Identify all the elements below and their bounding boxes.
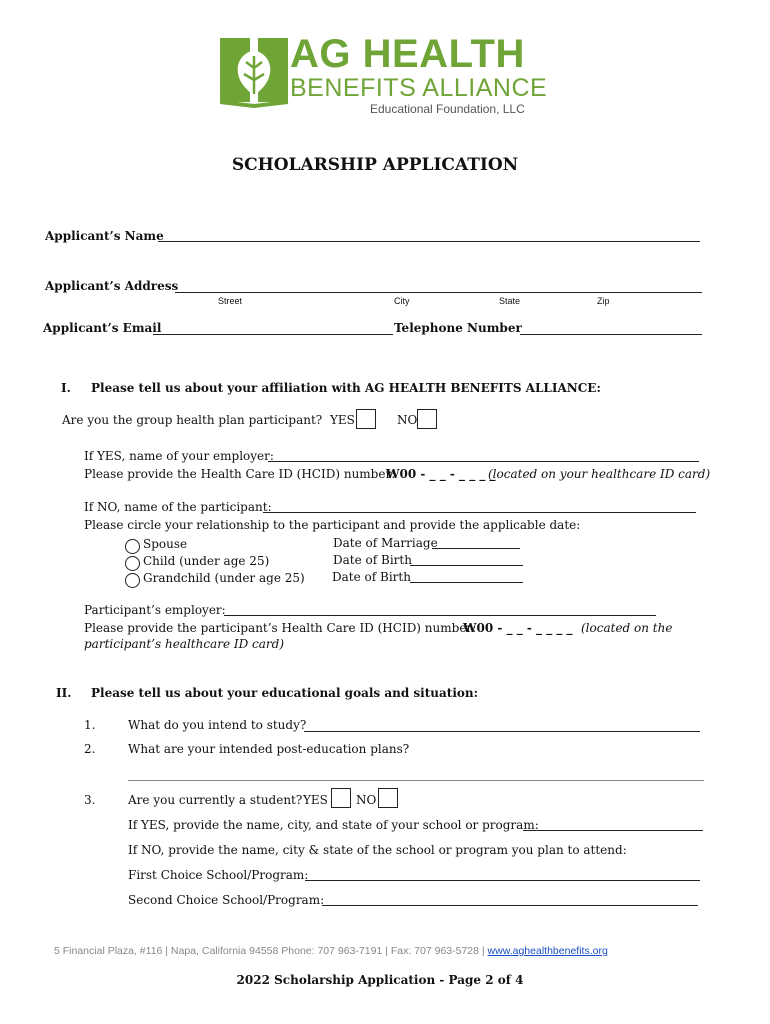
section2-numeral: II. <box>56 686 72 700</box>
section1-heading: Please tell us about your affiliation with AG HEALTH BENEFITS ALLIANCE: <box>91 381 601 395</box>
if-yes-school-label: If YES, provide the name, city, and state of your school or program: <box>128 818 539 832</box>
circle-relationship-prompt: Please circle your relationship to the participant and provide the applicable date: <box>84 518 581 532</box>
section2-heading: Please tell us about your educational goals and situation: <box>91 686 479 700</box>
participant-no-label: NO <box>397 413 418 427</box>
spouse-label: Spouse <box>143 537 188 551</box>
page-title: SCHOLARSHIP APPLICATION <box>231 155 519 175</box>
if-yes-employer-label: If YES, name of your employer: <box>84 449 274 463</box>
hcid-prompt: Please provide the Health Care ID (HCID) number: <box>84 467 396 481</box>
post-education-plans-field[interactable] <box>128 780 704 781</box>
applicant-address-field[interactable] <box>175 292 702 293</box>
student-no-label: NO <box>356 793 377 807</box>
q2-number: 2. <box>84 742 96 756</box>
logo <box>218 32 548 118</box>
student-yes-checkbox[interactable] <box>331 788 351 808</box>
participant-hcid-value[interactable]: W00 - _ _ - _ _ _ _ <box>463 621 573 635</box>
participant-employer-label: Participant’s employer: <box>84 603 226 617</box>
section1-numeral: I. <box>61 381 71 395</box>
date-of-marriage-field[interactable] <box>432 548 520 549</box>
grandchild-radio[interactable] <box>125 573 140 588</box>
student-yes-label: YES <box>303 793 328 807</box>
grandchild-dob-field[interactable] <box>410 582 523 583</box>
second-choice-field[interactable] <box>322 905 698 906</box>
applicant-email-label: Applicant’s Email <box>43 321 162 335</box>
participant-yes-checkbox[interactable] <box>356 409 376 429</box>
address-zip-label: Zip <box>597 296 610 306</box>
logo-line1: AG HEALTH <box>290 32 525 76</box>
participant-employer-field[interactable] <box>224 615 656 616</box>
student-no-checkbox[interactable] <box>378 788 398 808</box>
first-choice-field[interactable] <box>305 880 700 881</box>
logo-book-leaf-icon <box>218 36 290 108</box>
telephone-label: Telephone Number <box>394 321 522 335</box>
q1-number: 1. <box>84 718 96 732</box>
q1-label: What do you intend to study? <box>128 718 307 732</box>
address-city-label: City <box>394 296 410 306</box>
first-choice-label: First Choice School/Program: <box>128 868 309 882</box>
child-dob-field[interactable] <box>410 565 523 566</box>
participant-name-field[interactable] <box>263 512 696 513</box>
date-of-marriage-label: Date of Marriage <box>333 536 438 550</box>
footer-website-link[interactable]: www.aghealthbenefits.org <box>487 945 608 957</box>
participant-question: Are you the group health plan participant? <box>62 413 323 427</box>
applicant-name-field[interactable] <box>158 241 700 242</box>
logo-line2: BENEFITS ALLIANCE <box>290 74 548 102</box>
participant-hcid-note1: (located on the <box>581 621 673 635</box>
child-radio[interactable] <box>125 556 140 571</box>
applicant-address-label: Applicant’s Address <box>45 279 179 293</box>
footer-contact <box>54 945 608 957</box>
grandchild-label: Grandchild (under age 25) <box>143 571 305 585</box>
q3-number: 3. <box>84 793 96 807</box>
participant-no-checkbox[interactable] <box>417 409 437 429</box>
logo-line3: Educational Foundation, LLC <box>370 102 525 116</box>
footer-address: 5 Financial Plaza, #116 | Napa, California 94558 Phone: 707 963-7191 | Fax: 707 963-5728 | <box>54 945 485 957</box>
hcid-value[interactable]: W00 - _ _ - _ _ _ _ <box>386 467 496 481</box>
if-no-school-label: If NO, provide the name, city & state of the school or program you plan to attend: <box>128 843 627 857</box>
employer-field[interactable] <box>268 461 699 462</box>
q3-label: Are you currently a student? <box>128 793 303 807</box>
participant-yes-label: YES <box>330 413 355 427</box>
child-dob-label: Date of Birth <box>333 553 412 567</box>
grandchild-dob-label: Date of Birth <box>332 570 411 584</box>
q2-label: What are your intended post-education plans? <box>128 742 410 756</box>
address-state-label: State <box>499 296 521 306</box>
hcid-note: (located on your healthcare ID card) <box>488 467 711 481</box>
applicant-name-label: Applicant’s Name <box>45 229 164 243</box>
child-label: Child (under age 25) <box>143 554 270 568</box>
spouse-radio[interactable] <box>125 539 140 554</box>
study-field[interactable] <box>304 731 700 732</box>
current-school-field[interactable] <box>523 830 703 831</box>
applicant-email-field[interactable] <box>153 334 393 335</box>
participant-hcid-prompt: Please provide the participant’s Health Care ID (HCID) number: <box>84 621 477 635</box>
address-street-label: Street <box>218 296 243 306</box>
if-no-participant-label: If NO, name of the participant: <box>84 500 272 514</box>
page-footer-label: 2022 Scholarship Application - Page 2 of 4 <box>236 973 524 987</box>
second-choice-label: Second Choice School/Program: <box>128 893 325 907</box>
participant-hcid-note2: participant’s healthcare ID card) <box>84 637 285 651</box>
telephone-field[interactable] <box>520 334 702 335</box>
